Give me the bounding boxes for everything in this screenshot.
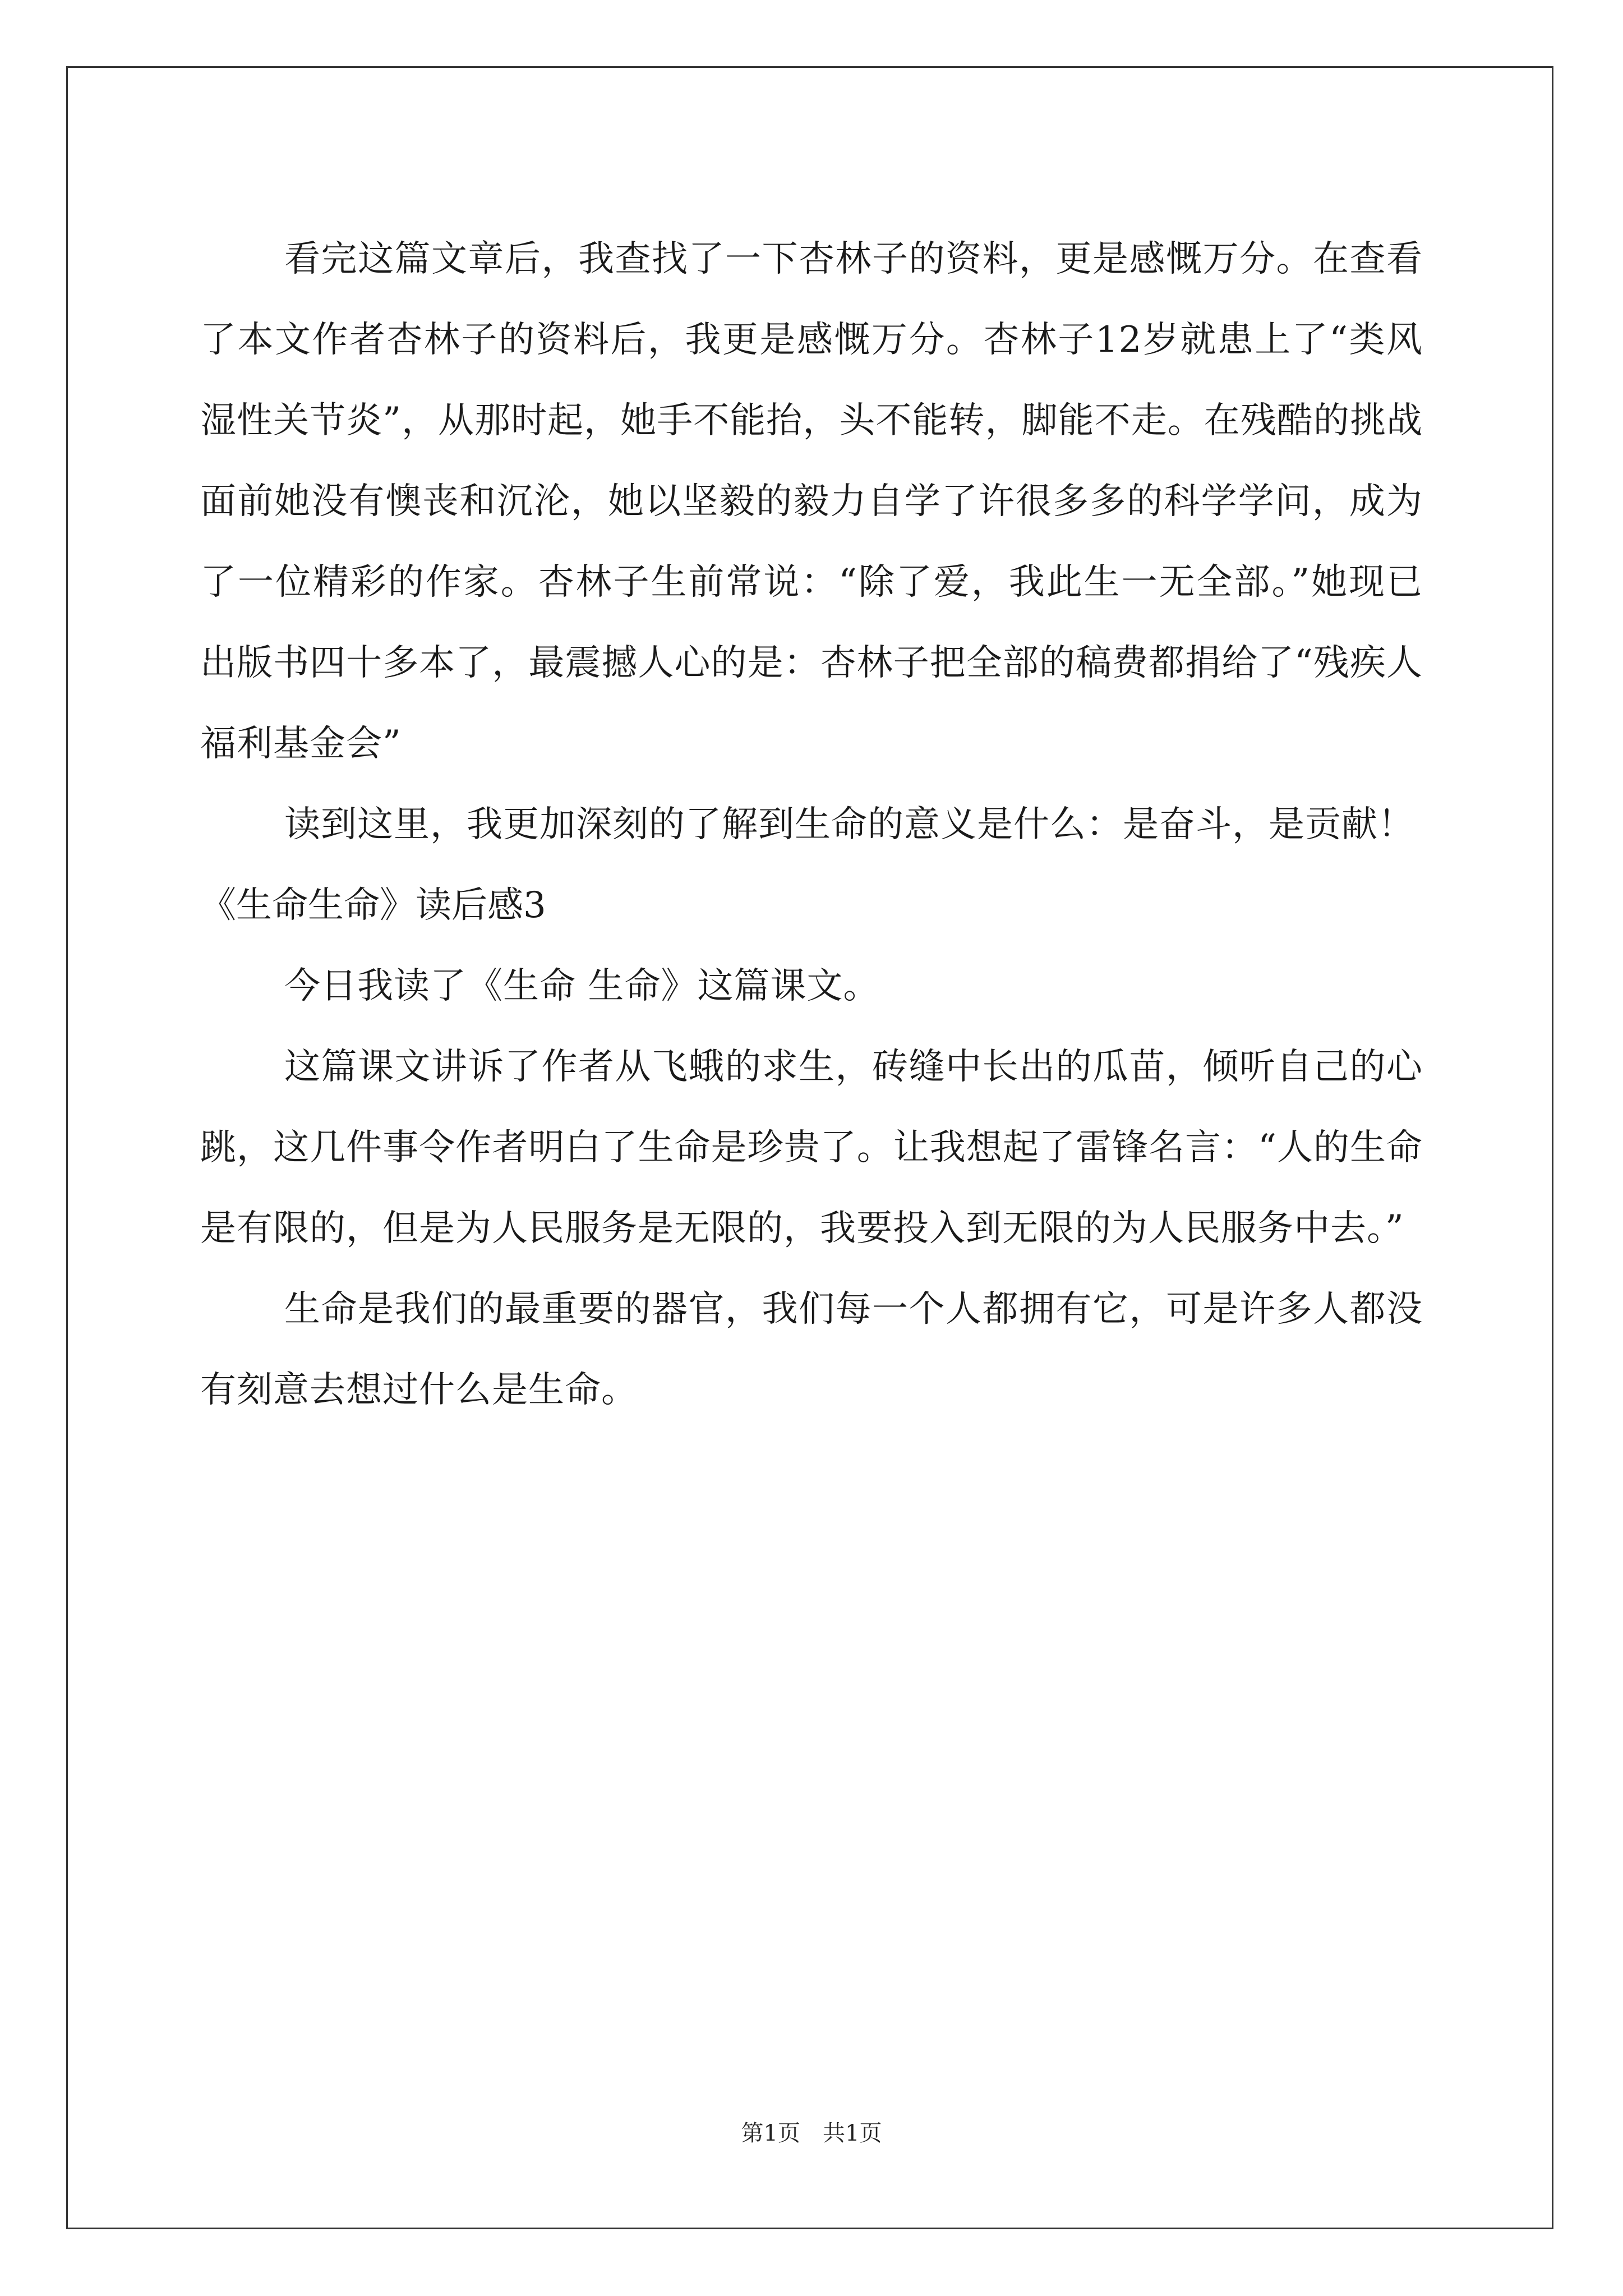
document-body — [200, 219, 1423, 1430]
paragraph-lesson-summary: 这篇课文讲诉了作者从飞蛾的求生，砖缝中长出的瓜苗，倾听自己的心跳，这几件事令作者明白了生命是珍贵了。让我想起了雷锋名言：“人的生命是有限的，但是为人民服务是无限的，我要投入到无限的为人民服务中去。” — [200, 1046, 1423, 1249]
paragraph-life-organ: 生命是我们的最重要的器官，我们每一个人都拥有它，可是许多人都没有刻意去想过什么是生命。 — [200, 1289, 1423, 1411]
page-footer — [0, 2116, 1623, 2150]
paragraph-meaning-of-life: 读到这里，我更加深刻的了解到生命的意义是什么：是奋斗，是贡献！ — [284, 804, 1414, 845]
paragraph-xinglinzi: 看完这篇文章后，我查找了一下杏林子的资料，更是感慨万分。在查看了本文作者杏林子的资料后，我更是感慨万分。杏林子12岁就患上了“类风湿性关节炎”，从那时起，她手不能抬，头不能转，脚能不走。在残酷的挑战面前她没有懊丧和沉沦，她以坚毅的毅力自学了许很多多的科学学问，成为了一位精彩的作家。杏林子生前常说：“除了爱，我此生一无全部。”她现已出版书四十多本了，最震撼人心的是：杏林子把全部的稿费都捐给了“残疾人福利基金会” — [200, 238, 1423, 765]
page-number: 第1页 — [741, 2120, 800, 2146]
paragraph-read-lesson: 今日我读了《生命 生命》这篇课文。 — [284, 965, 880, 1007]
section-heading: 《生命生命》读后感3 — [200, 885, 546, 926]
page-total: 共1页 — [823, 2120, 882, 2146]
